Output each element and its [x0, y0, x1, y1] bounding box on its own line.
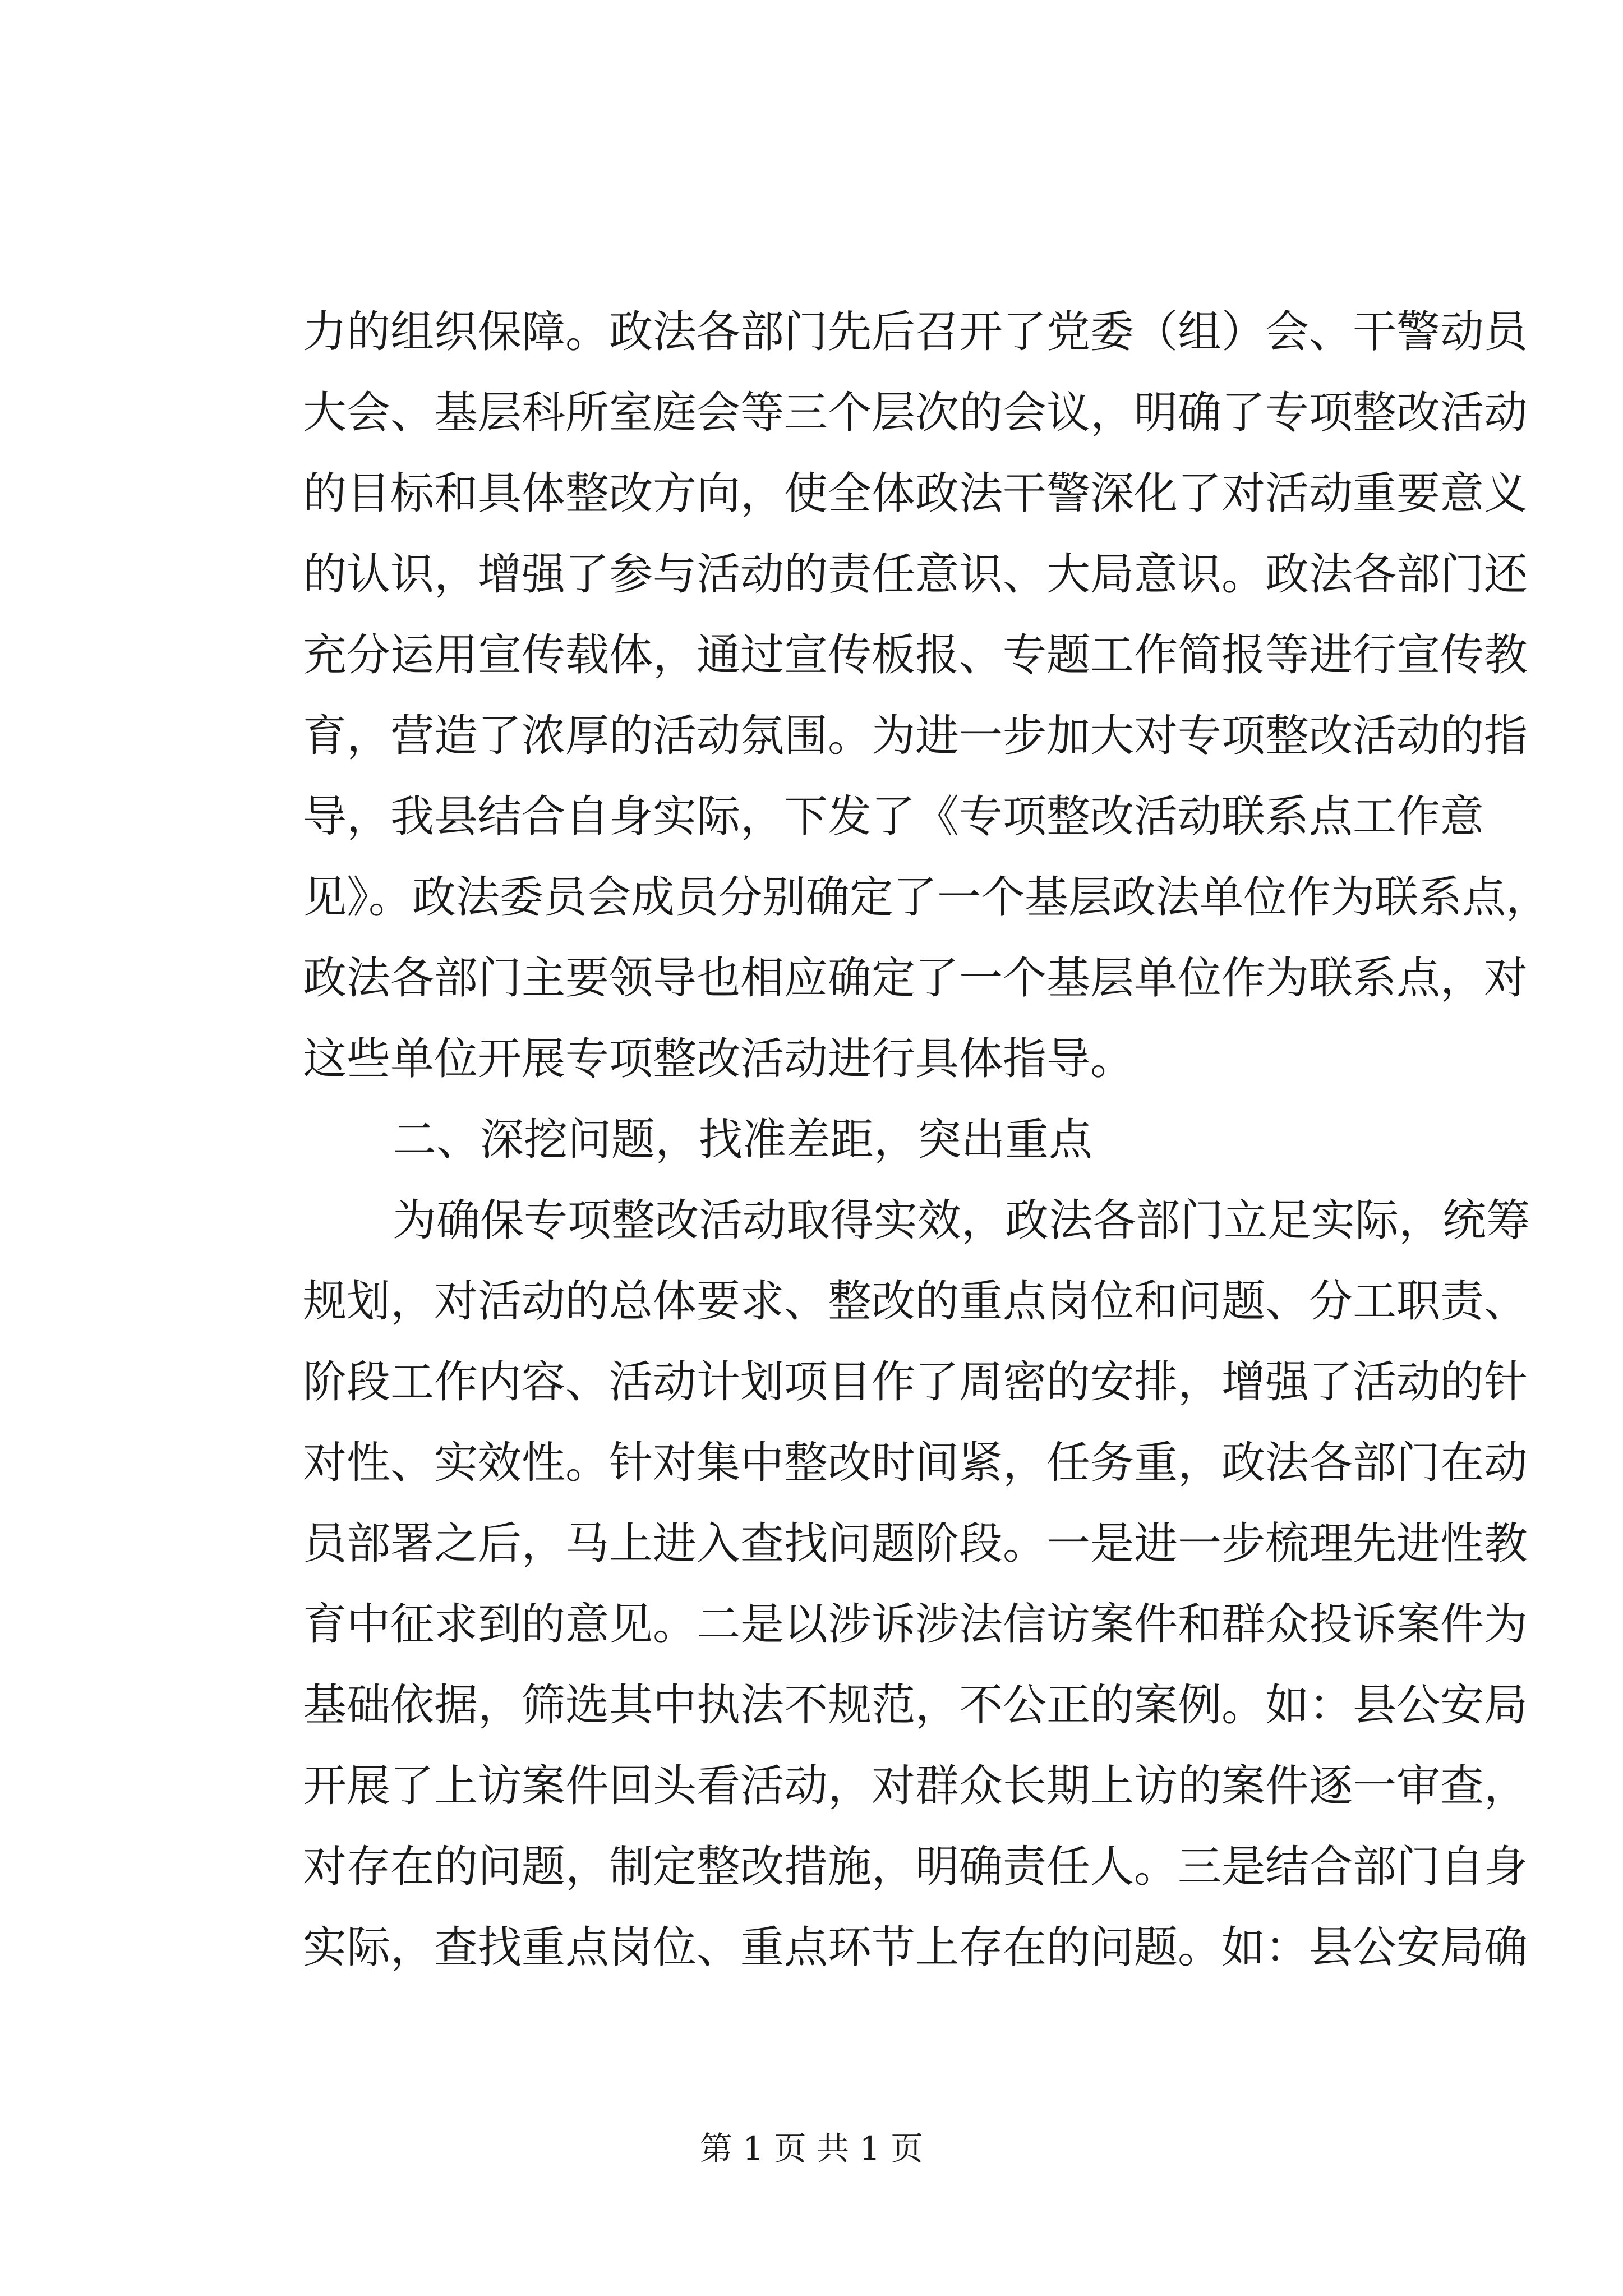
paragraph-line: 的目标和具体整改方向，使全体政法干警深化了对活动重要意义: [303, 468, 1528, 519]
paragraph-line: 对存在的问题，制定整改措施，明确责任人。三是结合部门自身: [303, 1842, 1528, 1892]
paragraph-line: 见》。政法委员会成员分别确定了一个基层政法单位作为联系点，: [303, 872, 1550, 923]
section-heading: 二、深挖问题，找准差距，突出重点: [393, 1115, 1093, 1165]
paragraph-line: 充分运用宣传载体，通过宣传板报、专题工作简报等进行宣传教: [303, 630, 1528, 680]
paragraph-line: 育，营造了浓厚的活动氛围。为进一步加大对专项整改活动的指: [303, 711, 1528, 761]
paragraph-line: 实际，查找重点岗位、重点环节上存在的问题。如：县公安局确: [303, 1922, 1528, 1973]
paragraph-line: 这些单位开展专项整改活动进行具体指导。: [303, 1034, 1135, 1084]
paragraph-line: 导，我县结合自身实际，下发了《专项整改活动联系点工作意: [303, 792, 1484, 842]
paragraph-line: 力的组织保障。政法各部门先后召开了党委（组）会、干警动员: [303, 307, 1528, 357]
paragraph-line: 育中征求到的意见。二是以涉诉涉法信访案件和群众投诉案件为: [303, 1599, 1528, 1650]
paragraph-line: 基础依据，筛选其中执法不规范，不公正的案例。如：县公安局: [303, 1680, 1528, 1731]
paragraph-line: 对性、实效性。针对集中整改时间紧，任务重，政法各部门在动: [303, 1438, 1528, 1488]
page-footer: 第 1 页 共 1 页: [700, 2129, 923, 2168]
paragraph-line: 的认识，增强了参与活动的责任意识、大局意识。政法各部门还: [303, 549, 1528, 600]
paragraph-line: 规划，对活动的总体要求、整改的重点岗位和问题、分工职责、: [303, 1276, 1528, 1327]
document-body: [303, 292, 1550, 1988]
paragraph-line: 开展了上访案件回头看活动，对群众长期上访的案件逐一审查，: [303, 1761, 1528, 1811]
paragraph-line: 政法各部门主要领导也相应确定了一个基层单位作为联系点，对: [303, 953, 1528, 1004]
paragraph-line: 阶段工作内容、活动计划项目作了周密的安排，增强了活动的针: [303, 1357, 1528, 1407]
paragraph-line: 大会、基层科所室庭会等三个层次的会议，明确了专项整改活动: [303, 388, 1528, 438]
paragraph-line: 员部署之后，马上进入查找问题阶段。一是进一步梳理先进性教: [303, 1519, 1528, 1569]
paragraph-line: 为确保专项整改活动取得实效，政法各部门立足实际，统筹: [393, 1195, 1530, 1246]
